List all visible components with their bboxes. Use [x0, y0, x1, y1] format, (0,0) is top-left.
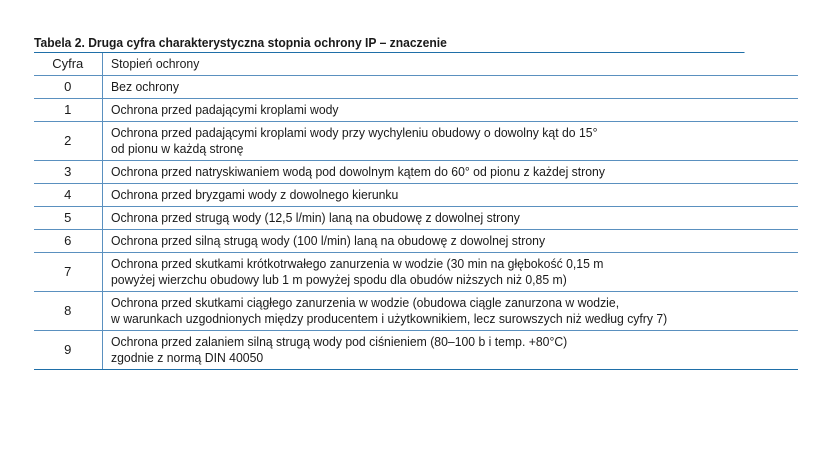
- row-description: [102, 230, 798, 253]
- description-line: Ochrona przed strugą wody (12,5 l/min) laną na obudowę z dowolnej strony: [110, 210, 520, 225]
- row-digit: 6: [34, 230, 102, 253]
- table-body: [34, 53, 798, 370]
- table-row: [34, 76, 798, 99]
- description-line: Ochrona przed padającymi kroplami wody: [110, 102, 339, 117]
- table-header-row: [34, 53, 798, 76]
- table-row: [34, 161, 798, 184]
- row-digit: 1: [34, 99, 102, 122]
- description-line: zgodnie z normą DIN 40050: [110, 350, 263, 365]
- table-row: [34, 292, 798, 331]
- row-digit: 0: [34, 76, 102, 99]
- row-digit: 4: [34, 184, 102, 207]
- row-description: [102, 292, 798, 331]
- ip-protection-table: [34, 53, 798, 370]
- description-line: od pionu w każdą stronę: [110, 141, 243, 156]
- description-line: Ochrona przed silną strugą wody (100 l/min) laną na obudowę z dowolnej strony: [110, 233, 545, 248]
- row-description: [102, 99, 798, 122]
- table-row: [34, 122, 798, 161]
- row-digit: 8: [34, 292, 102, 331]
- description-line: Ochrona przed skutkami krótkotrwałego zanurzenia w wodzie (30 min na głębokość 0,15 m: [110, 256, 603, 271]
- row-description: [102, 207, 798, 230]
- row-description: [102, 184, 798, 207]
- description-line: w warunkach uzgodnionych między producentem i użytkownikiem, lecz surowszych niż według cyfry 7): [110, 311, 667, 326]
- table-row: [34, 230, 798, 253]
- description-line: powyżej wierzchu obudowy lub 1 m powyżej spodu dla obudów niższych niż 0,85 m): [110, 272, 567, 287]
- row-description: [102, 161, 798, 184]
- row-digit: 3: [34, 161, 102, 184]
- header-protection: [102, 53, 798, 76]
- table-row: [34, 207, 798, 230]
- table-row: [34, 99, 798, 122]
- row-description: [102, 76, 798, 99]
- row-digit: 7: [34, 253, 102, 292]
- header-digit: Cyfra: [34, 53, 102, 76]
- row-description: [102, 253, 798, 292]
- row-digit: 2: [34, 122, 102, 161]
- description-line: Ochrona przed natryskiwaniem wodą pod dowolnym kątem do 60° od pionu z każdej strony: [110, 164, 605, 179]
- description-line: Ochrona przed skutkami ciągłego zanurzenia w wodzie (obudowa ciągle zanurzona w wodzie,: [110, 295, 619, 310]
- table-container: [34, 34, 798, 370]
- row-digit: 9: [34, 331, 102, 370]
- table-caption: Tabela 2. Druga cyfra charakterystyczna stopnia ochrony IP – znaczenie: [34, 34, 745, 53]
- row-digit: 5: [34, 207, 102, 230]
- table-row: [34, 331, 798, 370]
- table-row: [34, 184, 798, 207]
- description-line: Ochrona przed padającymi kroplami wody przy wychyleniu obudowy o dowolny kąt do 15°: [110, 125, 597, 140]
- description-line: Bez ochrony: [110, 79, 179, 94]
- table-row: [34, 253, 798, 292]
- row-description: [102, 122, 798, 161]
- header-protection-label: Stopień ochrony: [110, 56, 199, 71]
- row-description: [102, 331, 798, 370]
- description-line: Ochrona przed bryzgami wody z dowolnego kierunku: [110, 187, 398, 202]
- description-line: Ochrona przed zalaniem silną strugą wody pod ciśnieniem (80–100 b i temp. +80°C): [110, 334, 567, 349]
